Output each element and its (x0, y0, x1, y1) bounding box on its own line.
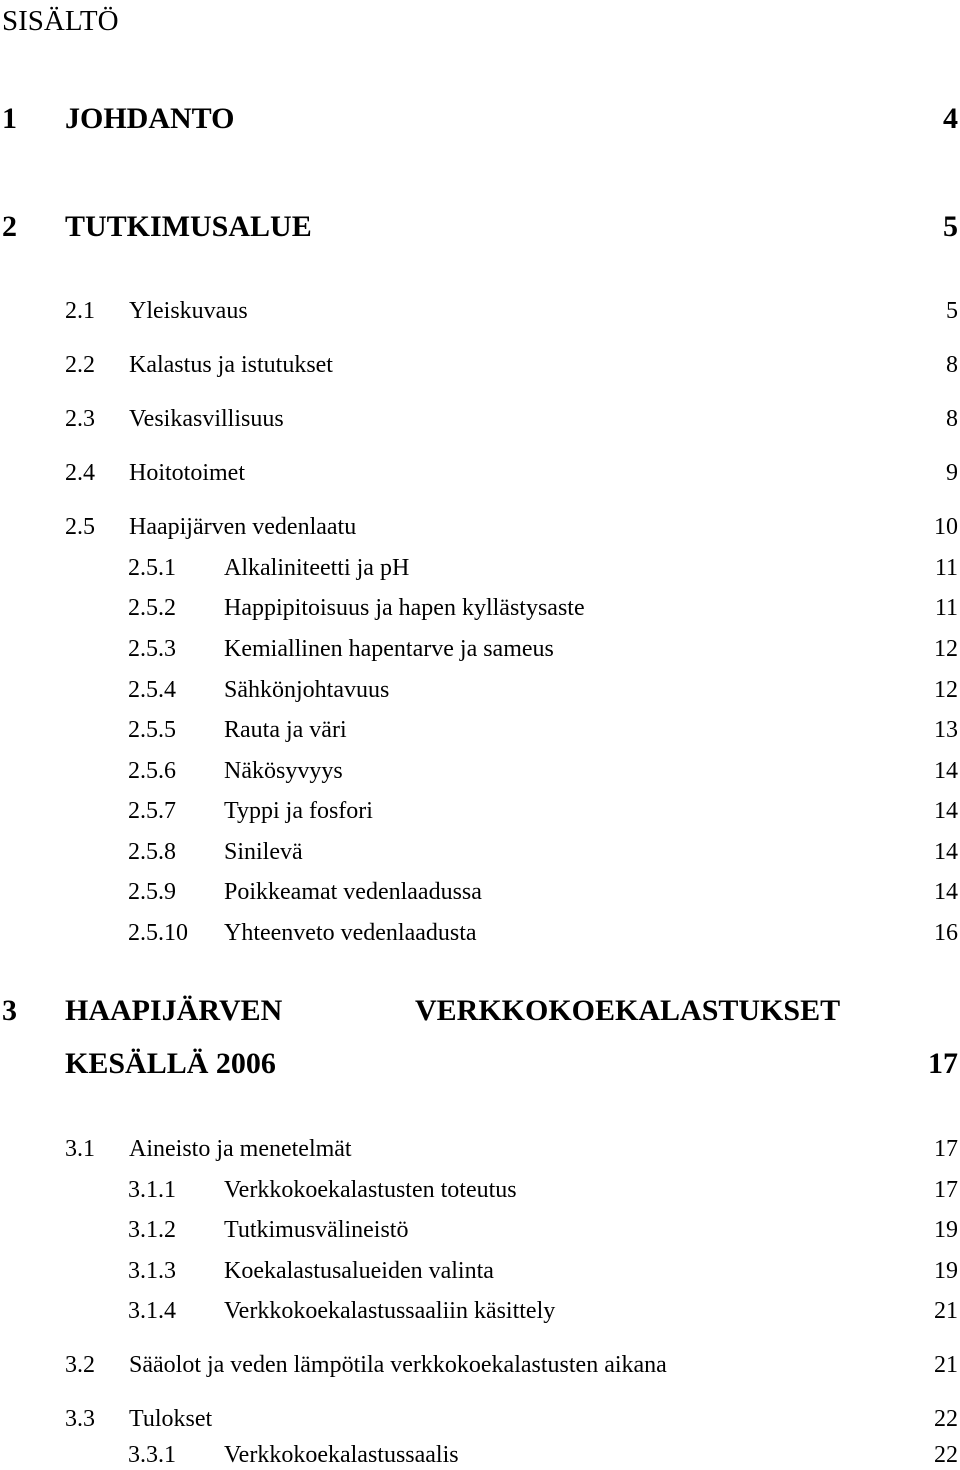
toc-entry-number: 1 (2, 102, 17, 135)
toc-entry-page: 14 (934, 798, 958, 824)
toc-entry-number: 3.1.2 (128, 1217, 176, 1243)
toc-entry-number: 2 (2, 210, 17, 243)
toc-entry-number: 2.5 (65, 514, 95, 540)
toc-entry-2-5-7[interactable] (0, 796, 958, 826)
toc-entry-number: 3.1.3 (128, 1258, 176, 1284)
toc-entry-number: 3.1 (65, 1136, 95, 1162)
toc-entry-page: 10 (934, 514, 958, 540)
toc-entry-2-5-10[interactable] (0, 918, 958, 948)
toc-entry-page: 11 (934, 595, 958, 621)
toc-entry-title: Verkkokoekalastussaalis (224, 1442, 459, 1468)
toc-entry-3-1-4[interactable] (0, 1296, 958, 1326)
toc-heading: SISÄLTÖ (2, 5, 119, 37)
toc-entry-title: Kemiallinen hapentarve ja sameus (224, 636, 554, 662)
toc-entry-2-5-4[interactable] (0, 675, 958, 705)
toc-entry-3[interactable] (0, 993, 958, 1029)
toc-entry-title-part: VERKKOKOEKALASTUKSET (415, 994, 841, 1027)
toc-entry-number: 2.5.8 (128, 839, 176, 865)
toc-entry-2-3[interactable] (0, 404, 958, 434)
toc-entry-number: 3.2 (65, 1352, 95, 1378)
toc-entry-page: 13 (934, 717, 958, 743)
toc-entry-3-3[interactable] (0, 1404, 958, 1434)
toc-entry-page: 17 (934, 1177, 958, 1203)
toc-entry-3-2[interactable] (0, 1350, 958, 1380)
toc-entry-3-continued[interactable] (0, 1046, 958, 1082)
toc-entry-title-part: HAAPIJÄRVEN (65, 994, 283, 1027)
toc-entry-title: Yhteenveto vedenlaadusta (224, 920, 477, 946)
toc-entry-page: 17 (934, 1136, 958, 1162)
toc-entry-2-5-5[interactable] (0, 715, 958, 745)
toc-entry-number: 2.5.5 (128, 717, 176, 743)
toc-entry-page: 5 (943, 210, 958, 243)
toc-entry-2-1[interactable] (0, 296, 958, 326)
toc-entry-2-5-6[interactable] (0, 756, 958, 786)
toc-entry-number: 3.1.1 (128, 1177, 176, 1203)
toc-entry-2-4[interactable] (0, 458, 958, 488)
toc-entry-number: 3.3 (65, 1406, 95, 1432)
toc-entry-page: 9 (946, 460, 958, 486)
toc-entry-page: 11 (934, 555, 958, 581)
toc-entry-title: Tutkimusvälineistö (224, 1217, 409, 1243)
toc-entry-title: Haapijärven vedenlaatu (129, 514, 357, 540)
toc-entry-3-1-1[interactable] (0, 1175, 958, 1205)
toc-entry-page: 16 (934, 920, 958, 946)
toc-entry-number: 2.4 (65, 460, 95, 486)
toc-entry-title: Hoitotoimet (129, 460, 245, 486)
toc-entry-page: 8 (946, 352, 958, 378)
toc-entry-page: 19 (934, 1258, 958, 1284)
toc-entry-number: 2.5.7 (128, 798, 176, 824)
toc-entry-number: 2.5.4 (128, 677, 176, 703)
toc-entry-title: Yleiskuvaus (129, 298, 248, 324)
toc-entry-title: JOHDANTO (65, 102, 235, 135)
toc-entry-title: Sähkönjohtavuus (224, 677, 390, 703)
toc-entry-3-1[interactable] (0, 1134, 958, 1164)
toc-entry-title: Sääolot ja veden lämpötila verkkokoekalastusten aikana (129, 1352, 667, 1378)
toc-entry-2-5-9[interactable] (0, 877, 958, 907)
toc-entry-number: 2.5.10 (128, 920, 188, 946)
toc-entry-title: Happipitoisuus ja hapen kyllästysaste (224, 595, 585, 621)
toc-entry-page: 22 (934, 1406, 958, 1432)
toc-entry-title: Näkösyvyys (224, 758, 343, 784)
toc-entry-title: Sinilevä (224, 839, 303, 865)
toc-entry-page: 5 (946, 298, 958, 324)
toc-entry-2-5-3[interactable] (0, 634, 958, 664)
toc-entry-page: 21 (934, 1298, 958, 1324)
toc-entry-page: 12 (934, 677, 958, 703)
toc-entry-page: 4 (943, 102, 958, 135)
toc-entry-2-5-1[interactable] (0, 553, 958, 583)
toc-entry-number: 2.5.9 (128, 879, 176, 905)
toc-entry-page: 21 (934, 1352, 958, 1378)
toc-entry-page: 19 (934, 1217, 958, 1243)
toc-entry-page: 14 (934, 879, 958, 905)
toc-entry-title: Kalastus ja istutukset (129, 352, 333, 378)
toc-entry-1[interactable] (0, 101, 958, 137)
toc-entry-3-1-2[interactable] (0, 1215, 958, 1245)
toc-entry-number: 2.5.6 (128, 758, 176, 784)
toc-entry-2-5[interactable] (0, 512, 958, 542)
toc-entry-page: 14 (934, 839, 958, 865)
toc-entry-number: 2.3 (65, 406, 95, 432)
toc-entry-page: 22 (934, 1442, 958, 1468)
toc-entry-title-part: KESÄLLÄ 2006 (65, 1047, 276, 1080)
toc-entry-title: Vesikasvillisuus (129, 406, 284, 432)
toc-entry-number: 3 (2, 994, 17, 1027)
toc-entry-2-2[interactable] (0, 350, 958, 380)
toc-entry-number: 2.5.3 (128, 636, 176, 662)
toc-entry-number: 3.1.4 (128, 1298, 176, 1324)
toc-entry-number: 3.3.1 (128, 1442, 176, 1468)
toc-entry-number: 2.5.2 (128, 595, 176, 621)
toc-entry-page: 8 (946, 406, 958, 432)
toc-entry-title: TUTKIMUSALUE (65, 210, 312, 243)
toc-entry-page: 17 (928, 1047, 958, 1080)
toc-entry-number: 2.2 (65, 352, 95, 378)
toc-entry-2-5-2[interactable] (0, 593, 958, 623)
toc-entry-title: Verkkokoekalastusten toteutus (224, 1177, 517, 1203)
toc-entry-title: Alkaliniteetti ja pH (224, 555, 410, 581)
toc-entry-2[interactable] (0, 209, 958, 245)
toc-entry-title: Tulokset (129, 1406, 213, 1432)
toc-entry-title: Typpi ja fosfori (224, 798, 373, 824)
toc-entry-3-3-1[interactable] (0, 1440, 958, 1470)
toc-entry-page: 12 (934, 636, 958, 662)
toc-entry-title: Verkkokoekalastussaaliin käsittely (224, 1298, 556, 1324)
toc-entry-page: 14 (934, 758, 958, 784)
toc-entry-title: Koekalastusalueiden valinta (224, 1258, 494, 1284)
toc-entry-number: 2.5.1 (128, 555, 176, 581)
toc-entry-title: Aineisto ja menetelmät (129, 1136, 352, 1162)
toc-entry-3-1-3[interactable] (0, 1256, 958, 1286)
toc-entry-number: 2.1 (65, 298, 95, 324)
toc-entry-title: Poikkeamat vedenlaadussa (224, 879, 482, 905)
toc-entry-title: Rauta ja väri (224, 717, 347, 743)
toc-entry-2-5-8[interactable] (0, 837, 958, 867)
